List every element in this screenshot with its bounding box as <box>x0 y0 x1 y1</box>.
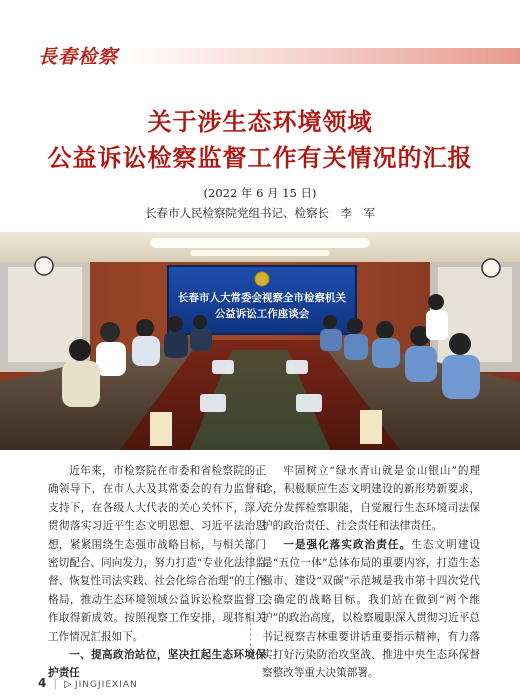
masthead-color-bar <box>120 48 520 64</box>
article-author: 长春市人民检察院党组书记、检察长 李 军 <box>145 206 375 220</box>
screen-text-line2: 公益诉讼工作座谈会 <box>214 308 310 320</box>
article-title-line1: 关于涉生态环境领域 <box>147 107 373 136</box>
body-column-left <box>48 462 266 683</box>
article-title-line2: 公益诉讼检察监督工作有关情况的汇报 <box>47 143 473 172</box>
section-heading: 一、提高政治站位，坚决扛起生态环境保护责任 <box>48 649 266 680</box>
footer-separator: | <box>53 679 57 690</box>
magazine-name: JINGJIEXIAN <box>75 680 138 690</box>
article-date: (2022 年 6 月 15 日) <box>203 186 317 200</box>
arrow-icon: ▷ <box>64 679 72 690</box>
masthead <box>0 40 520 74</box>
subsection-heading: 一是强化落实政治责任。 <box>283 538 412 551</box>
page-footer <box>38 676 138 690</box>
body-text: 生态文明建设是“五位一体”总体布局的重要内容，打造生态强市、建设“双碳”示范城是我市第十四次党代会确定的战略目标。我们站在做到“两个维护”的政治高度，以检察履职深入贯彻习近平总书记视察吉林重要讲话重要指示精神，有力落实打好污染防治攻坚战、推进中央生态环保督察整改等重大决策部署。 <box>262 538 481 680</box>
column-divider <box>250 466 251 656</box>
masthead-logo: 長春检察 <box>38 46 119 68</box>
body-paragraph: 牢固树立“绿水青山就是金山银山”的理念，积极顺应生态文明建设的新形势新要求，充分发挥检察职能，自觉履行生态环境司法保护的政治责任、社会责任和法律责任。 <box>262 465 480 533</box>
body-column-right <box>262 462 480 683</box>
screen-text-line1: 长春市人大常委会视察全市检察机关 <box>178 292 346 304</box>
page-number: 4 <box>38 676 47 690</box>
body-paragraph-with-heading <box>262 536 480 683</box>
body-paragraph: 近年来，市检察院在市委和省检察院的正确领导下，在市人大及其常委会的有力监督和支持下，在各级人大代表的关心关怀下，深入贯彻落实习近平生态文明思想、习近平法治思想，紧紧围绕生态强市战略目标，与相关部门密切配合、同向发力，努力打造“专业化法律监督、恢复性司法实践、社会化综合治理”的工作格局，推动生态环境领域公益诉讼检察监督工作取得新成效。按照视察工作安排，现将相关工作情况汇报如下。 <box>48 465 266 643</box>
meeting-photo <box>0 232 520 450</box>
